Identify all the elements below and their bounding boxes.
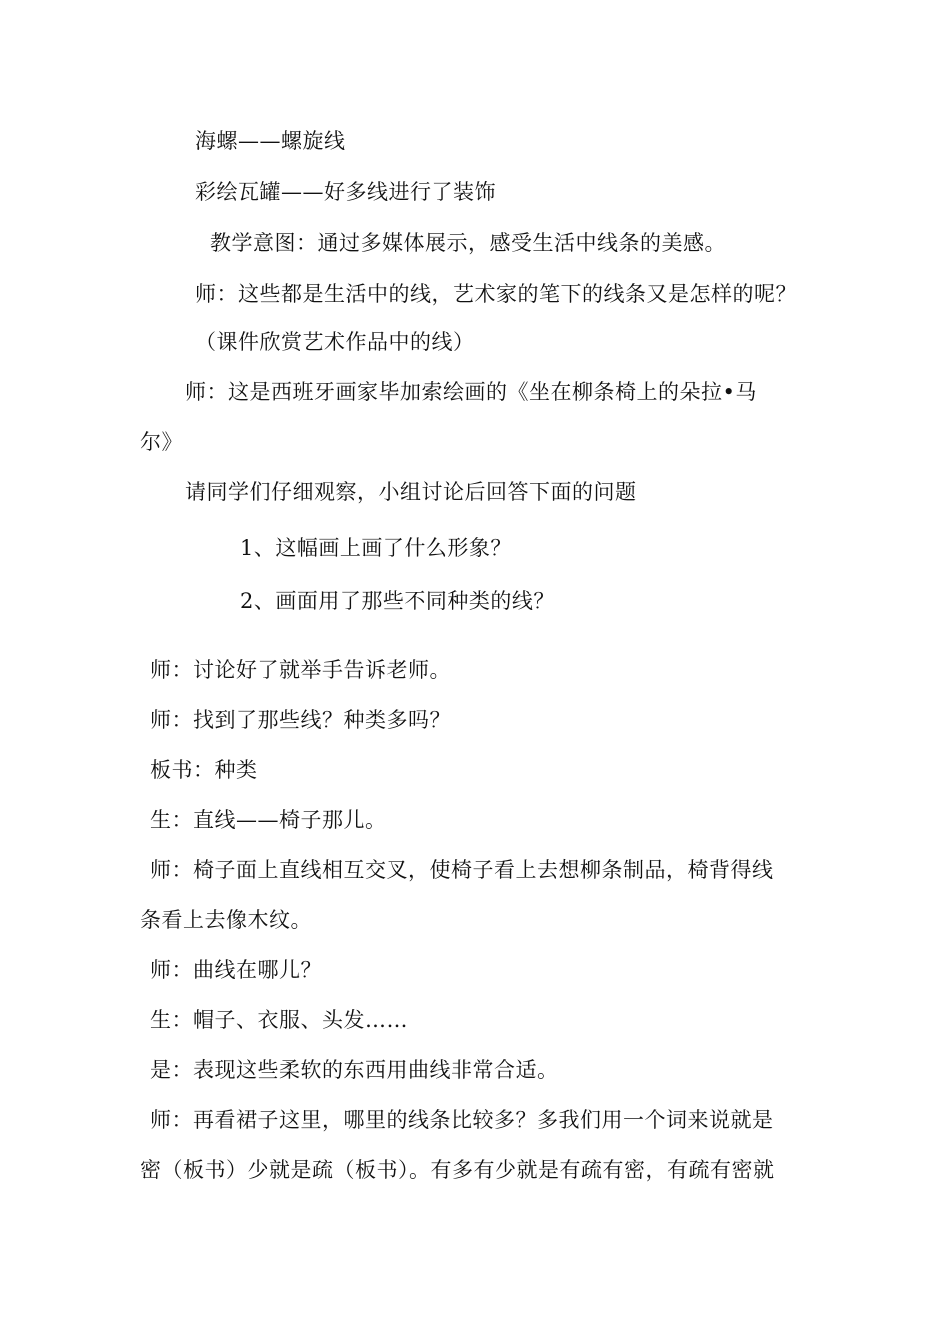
- text-line-1: 海螺——螺旋线: [195, 129, 346, 153]
- text-line-10: 2、画面用了那些不同种类的线？: [240, 589, 555, 613]
- text-line-4: 师：这些都是生活中的线，艺术家的笔下的线条又是怎样的呢？: [195, 282, 797, 306]
- text-line-20: 师：再看裙子这里，哪里的线条比较多？多我们用一个词来说就是: [150, 1108, 774, 1132]
- text-line-9: 1、这幅画上画了什么形象？: [240, 536, 512, 560]
- text-line-17: 师：曲线在哪儿？: [150, 958, 322, 982]
- text-line-18: 生：帽子、衣服、头发……: [150, 1008, 408, 1032]
- text-line-6: 师：这是西班牙画家毕加索绘画的《坐在柳条椅上的朵拉•马: [185, 380, 757, 404]
- text-line-5: （课件欣赏艺术作品中的线）: [195, 330, 475, 354]
- text-line-11: 师：讨论好了就举手告诉老师。: [150, 658, 451, 682]
- text-line-8: 请同学们仔细观察，小组讨论后回答下面的问题: [185, 480, 637, 504]
- text-line-21: 密（板书）少就是疏（板书）。有多有少就是有疏有密，有疏有密就: [140, 1158, 775, 1182]
- text-line-14: 生：直线——椅子那儿。: [150, 808, 387, 832]
- text-line-7: 尔》: [140, 430, 183, 454]
- text-line-19: 是：表现这些柔软的东西用曲线非常合适。: [150, 1058, 559, 1082]
- text-line-15: 师：椅子面上直线相互交叉，使椅子看上去想柳条制品，椅背得线: [150, 858, 774, 882]
- text-line-12: 师：找到了那些线？种类多吗？: [150, 708, 451, 732]
- text-line-2: 彩绘瓦罐——好多线进行了装饰: [195, 180, 496, 204]
- text-line-3: 教学意图：通过多媒体展示，感受生活中线条的美感。: [210, 231, 726, 255]
- text-line-13: 板书：种类: [150, 758, 258, 782]
- text-line-16: 条看上去像木纹。: [140, 908, 312, 932]
